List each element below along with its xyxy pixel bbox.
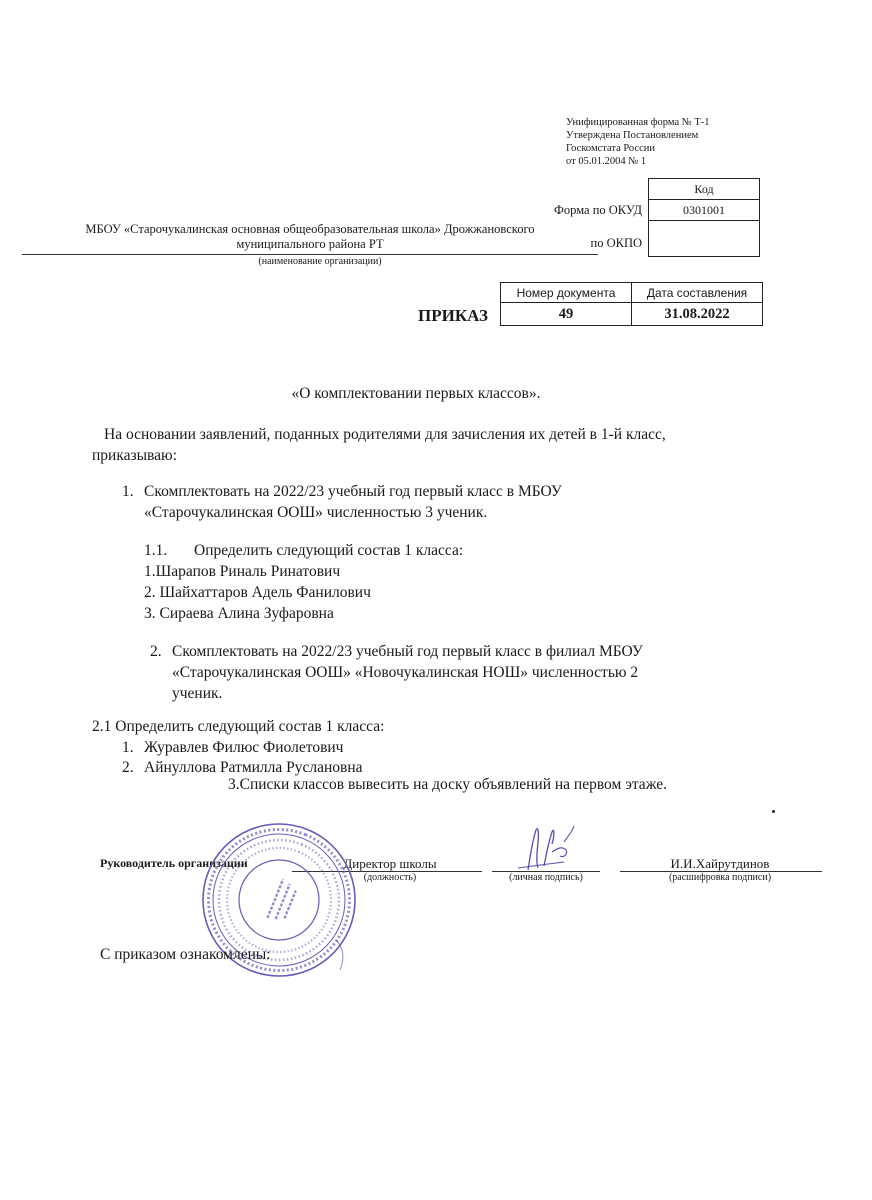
- item1-1-text: Определить следующий состав 1 класса:: [194, 542, 464, 559]
- item1-number: 1.: [122, 483, 134, 500]
- organization-line: муниципального района РТ: [236, 237, 384, 251]
- item2-text: «Старочукалинская ООШ» «Новочукалинская НОШ» численностью 2: [172, 664, 639, 681]
- ink-dot: [772, 810, 775, 813]
- form-note: [566, 116, 710, 168]
- item1-1-number: 1.1.: [144, 542, 168, 559]
- order-subject: «О комплектовании первых классов».: [291, 385, 541, 402]
- okud-label: Форма по ОКУД: [554, 203, 642, 217]
- position-value: Директор школы: [343, 856, 437, 871]
- okpo-value: [649, 221, 760, 257]
- student-item: 3. Сираева Алина Зуфаровна: [144, 605, 334, 622]
- position-caption: (должность): [363, 872, 417, 883]
- doc-table: [500, 282, 763, 326]
- acquainted-label: С приказом ознакомлены:: [100, 946, 271, 963]
- form-note-line: от 05.01.2004 № 1: [566, 156, 647, 167]
- name-caption: (расшифровка подписи): [668, 872, 772, 883]
- item1-text: Скомплектовать на 2022/23 учебный год первый класс в МБОУ: [144, 483, 562, 500]
- organization-line: МБОУ «Старочукалинская основная общеобразовательная школа» Дрожжановского: [85, 222, 535, 236]
- item2-text: ученик.: [172, 685, 223, 702]
- item2-number: 2.: [150, 643, 162, 660]
- codes-table: [648, 178, 760, 257]
- item2-1-text: 2.1 Определить следующий состав 1 класса:: [92, 718, 385, 735]
- item3-text: 3.Списки классов вывесить на доску объявлений на первом этаже.: [228, 776, 667, 793]
- organization-caption: (наименование организации): [258, 256, 382, 267]
- item2-text: Скомплектовать на 2022/23 учебный год первый класс в филиал МБОУ: [172, 643, 643, 660]
- form-note-line: Госкомстата России: [566, 143, 655, 154]
- handwritten-signature: [508, 822, 580, 874]
- student-item: 2. Шайхаттаров Адель Фанилович: [144, 584, 371, 601]
- signer-name: И.И.Хайрутдинов: [670, 856, 770, 871]
- form-note-line: Унифицированная форма № Т-1: [566, 117, 710, 128]
- student-number: 2.: [122, 759, 134, 776]
- form-note-line: Утверждена Постановлением: [566, 130, 699, 141]
- student-item: 1.Шарапов Риналь Ринатович: [144, 563, 341, 580]
- okpo-label: по ОКПО: [590, 236, 642, 250]
- head-label: Руководитель организации: [100, 856, 248, 870]
- date-header: Дата составления: [632, 283, 763, 303]
- signature-caption: (личная подпись): [509, 872, 583, 883]
- okud-value: 0301001: [649, 200, 760, 221]
- order-title: ПРИКАЗ: [418, 306, 488, 325]
- doc-number-header: Номер документа: [501, 283, 632, 303]
- intro-line: На основании заявлений, поданных родителями для зачисления их детей в 1-й класс,: [104, 426, 666, 443]
- organization-underline: [22, 254, 598, 255]
- student-item: Журавлев Филюс Фиолетович: [144, 739, 344, 756]
- doc-number: 49: [501, 303, 632, 326]
- intro-line: приказываю:: [92, 447, 177, 464]
- organization-name: [30, 222, 590, 252]
- student-number: 1.: [122, 739, 134, 756]
- student-item: Айнуллова Ратмилла Руслановна: [144, 759, 363, 776]
- item1-text: «Старочукалинская ООШ» численностью 3 ученик.: [144, 504, 488, 521]
- doc-date: 31.08.2022: [632, 303, 763, 326]
- codes-header: Код: [649, 179, 760, 200]
